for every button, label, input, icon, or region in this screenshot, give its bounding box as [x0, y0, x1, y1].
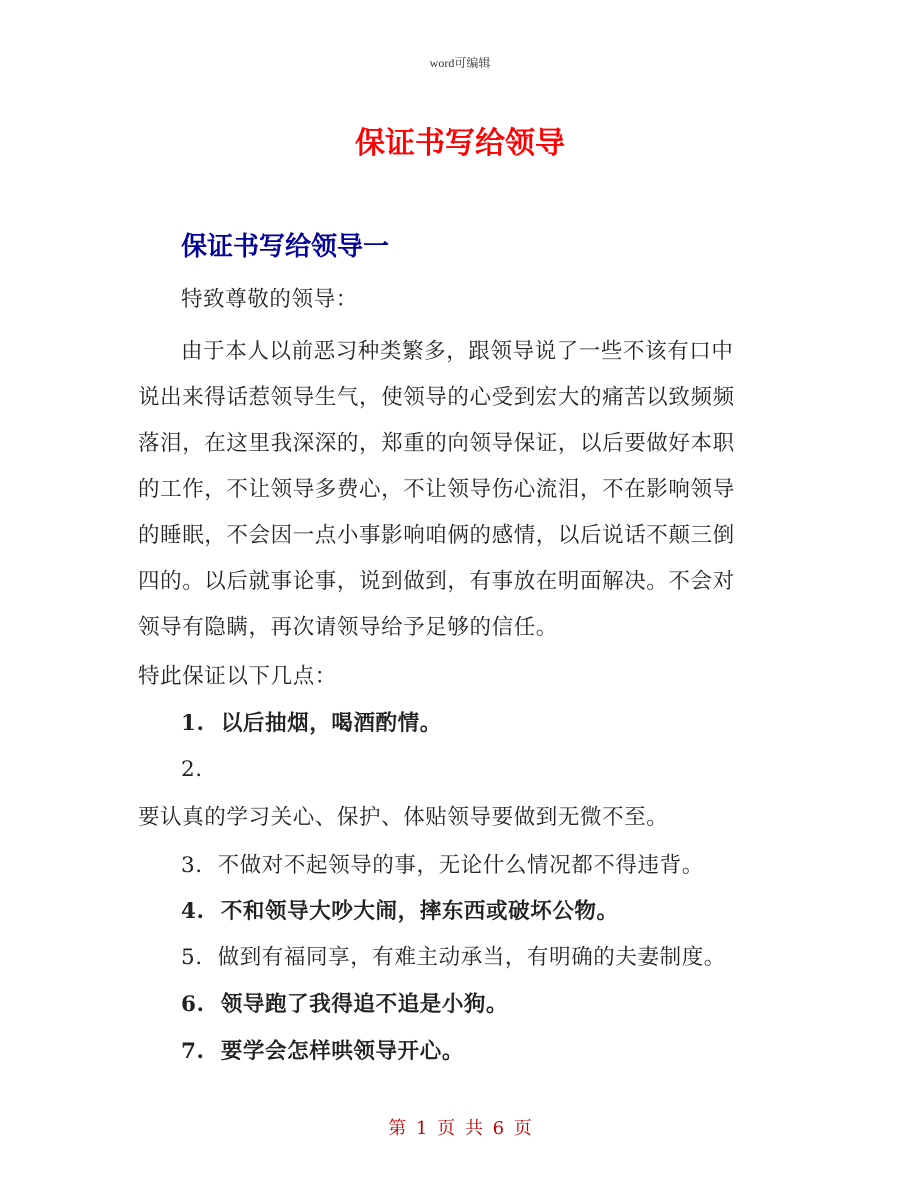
salutation: 特致尊敬的领导： — [181, 287, 358, 312]
paragraph-line: 说出来得话惹领导生气，使领导的心受到宏大的痛苦以致频频 — [138, 385, 735, 410]
list-item — [181, 709, 442, 739]
item-number: 3. — [181, 853, 203, 878]
paragraph-line: 的工作，不让领导多费心，不让领导伤心流泪，不在影响领导 — [138, 477, 735, 502]
paragraph-line: 领导有隐瞒，再次请领导给予足够的信任。 — [138, 615, 558, 640]
document-title: 保证书写给领导 — [355, 126, 565, 161]
item-number: 2. — [181, 757, 203, 782]
paragraph-line: 由于本人以前恶习种类繁多，跟领导说了一些不该有口中 — [181, 339, 734, 364]
list-item — [181, 851, 704, 881]
item-number: 6. — [181, 992, 205, 1017]
page-footer: 第 1 页 共 6 页 — [388, 1118, 532, 1139]
list-intro: 特此保证以下几点： — [138, 664, 337, 689]
list-item — [181, 897, 619, 927]
item-text: 以后抽烟，喝酒酌情。 — [220, 711, 442, 736]
page-header: word可编辑 — [429, 56, 491, 70]
section-heading: 保证书写给领导一 — [181, 232, 390, 262]
list-item — [181, 990, 508, 1020]
item-number: 5. — [181, 945, 203, 970]
item-text: 要认真的学习关心、保护、体贴领导要做到无微不至。 — [138, 805, 669, 830]
item-text: 不做对不起领导的事，无论什么情况都不得违背。 — [217, 853, 704, 878]
item-number: 7. — [181, 1039, 205, 1064]
list-item — [181, 1037, 464, 1067]
item-number: 1. — [181, 711, 205, 736]
paragraph-line: 落泪，在这里我深深的，郑重的向领导保证，以后要做好本职 — [138, 431, 735, 456]
item-number: 4. — [181, 899, 205, 924]
paragraph-line: 的睡眠，不会因一点小事影响咱俩的感情，以后说话不颠三倒 — [138, 523, 735, 548]
list-item — [181, 943, 726, 973]
item-text: 做到有福同享，有难主动承当，有明确的夫妻制度。 — [217, 945, 726, 970]
paragraph-line: 四的。以后就事论事，说到做到，有事放在明面解决。不会对 — [138, 569, 735, 594]
item-text: 不和领导大吵大闹，摔东西或破坏公物。 — [220, 899, 619, 924]
item-text: 要学会怎样哄领导开心。 — [220, 1039, 464, 1064]
item-text: 领导跑了我得追不追是小狗。 — [220, 992, 509, 1017]
